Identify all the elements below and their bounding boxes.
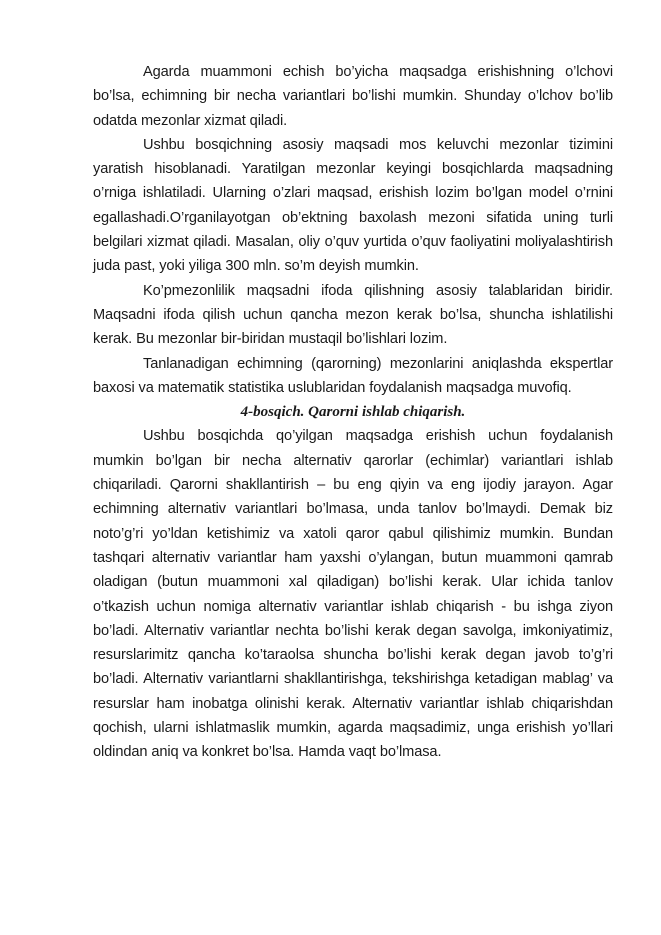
section-paragraph-1: Ushbu bosqichda qo’yilgan maqsadga erishish uchun foydalanish mumkin bo’lgan bir necha alternativ qarorlar (echimlar) variantlari ishlab chiqariladi. Qarorni shakllantirish – bu eng qiyin va eng ijodiy jarayon. Agar echimning alternativ variantlari bo’lmasa, unda tanlov bo’lmaydi. Demak biz noto’g’ri yo’ldan ketishimiz va xatoli qaror qabul qilishimiz mumkin. Bundan tashqari alternativ variantlar ham yaxshi o’ylangan, butun muammoni qamrab oladigan (butun muammoni xal qiladigan) bo’lishi kerak. Ular ichida tanlov o’tkazish uchun nomiga alternativ variantlar ishlab chiqarish - bu ishga ziyon bo’ladi. Alternativ variantlar nechta bo’lishi kerak degan savolga, imkoniyatimiz, resurslarimitz qancha ko’taraolsa shuncha bo’lishi kerak degan javob to’g’ri bo’ladi. Alternativ variantlarni shakllantirishga, tekshirishga ketadigan mablag’ va resurslar ham inobatga olinishi kerak. Alternativ variantlar ishlab chiqarishdan qochish, ularni ishlatmaslik mumkin, agarda maqsadimiz, unga erishish yo’llari oldindan aniq va konkret bo’lsa. Hamda vaqt bo’lmasa. (93, 428, 613, 761)
document-page (93, 60, 613, 765)
paragraph-2: Ushbu bosqichning asosiy maqsadi mos keluvchi mezonlar tizimini yaratish hisoblanadi. Yaratilgan mezonlar keyingi bosqichlarda maqsadning o’rniga ishlatiladi. Ularning o’zlari maqsad, erishish lozim bo’lgan model o’rnini egallashadi.O’rganilayotgan ob’ektning baxolash mezoni sifatida uning turli belgilari xizmat qiladi. Masalan, oliy o’quv yurtida o’quv faoliyatini moliyalashtirish juda past, yoki yiliga 300 mln. so’m deyish mumkin. (93, 136, 613, 275)
paragraph-1: Agarda muammoni echish bo’yicha maqsadga erishishning o’lchovi bo’lsa, echimning bir necha variantlari bo’lishi mumkin. Shunday o’lchov bo’lib odatda mezonlar xizmat qiladi. (93, 64, 613, 129)
paragraph-4: Tanlanadigan echimning (qarorning) mezonlarini aniqlashda ekspertlar baxosi va matematik statistika uslublaridan foydalanish maqsadga muvofiq. (93, 355, 613, 396)
paragraph-3: Ko’pmezonlilik maqsadni ifoda qilishning asosiy talablaridan biridir. Maqsadni ifoda qilish uchun qancha mezon kerak bo’lsa, shuncha ishlatilishi kerak. Bu mezonlar bir-biridan mustaqil bo’lishlari lozim. (93, 282, 613, 348)
section-heading: 4-bosqich. Qarorni ishlab chiqarish. (240, 404, 466, 421)
